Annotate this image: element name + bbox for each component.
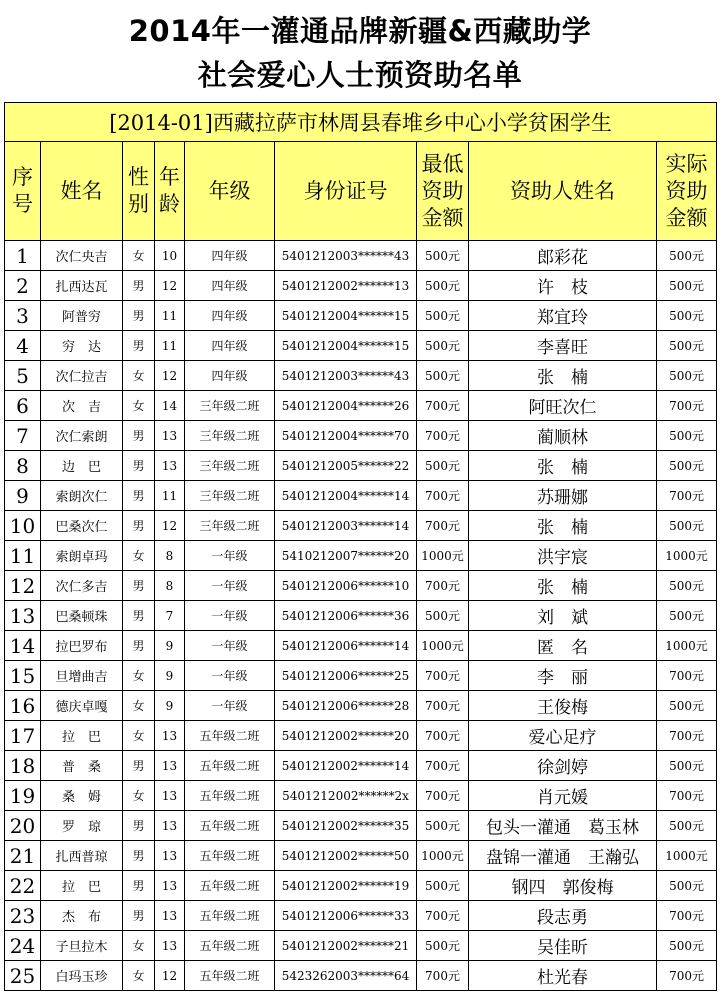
student-name-cell: 德庆卓嘎 — [41, 691, 123, 721]
row-no-cell: 14 — [5, 631, 41, 661]
gender-cell: 女 — [123, 391, 155, 421]
gender-cell: 男 — [123, 451, 155, 481]
grade-cell: 四年级 — [185, 241, 275, 271]
gender-cell: 女 — [123, 781, 155, 811]
student-name-cell: 扎西达瓦 — [41, 271, 123, 301]
sponsor-name-cell: 杜光春 — [469, 961, 657, 991]
gender-cell: 女 — [123, 721, 155, 751]
gender-cell: 男 — [123, 271, 155, 301]
actual-amount-cell: 1000元 — [657, 541, 717, 571]
sponsorship-table — [4, 102, 717, 991]
sponsor-name-cell: 匿 名 — [469, 631, 657, 661]
grade-cell: 一年级 — [185, 571, 275, 601]
age-cell: 7 — [155, 601, 185, 631]
id-number-cell: 5401212006******36 — [275, 601, 417, 631]
row-no-cell: 6 — [5, 391, 41, 421]
age-cell: 13 — [155, 781, 185, 811]
table-row — [5, 631, 717, 661]
actual-amount-cell: 700元 — [657, 721, 717, 751]
gender-cell: 男 — [123, 601, 155, 631]
age-cell: 13 — [155, 811, 185, 841]
min-amount-cell: 500元 — [417, 931, 469, 961]
id-number-cell: 5401212002******20 — [275, 721, 417, 751]
id-number-cell: 5401212004******70 — [275, 421, 417, 451]
row-no-cell: 15 — [5, 661, 41, 691]
header-actual-amount: 实际资助金额 — [657, 142, 717, 241]
table-row — [5, 451, 717, 481]
table-row — [5, 811, 717, 841]
gender-cell: 男 — [123, 871, 155, 901]
student-name-cell: 边 巴 — [41, 451, 123, 481]
actual-amount-cell: 500元 — [657, 691, 717, 721]
row-no-cell: 18 — [5, 751, 41, 781]
row-no-cell: 22 — [5, 871, 41, 901]
student-name-cell: 次仁央吉 — [41, 241, 123, 271]
actual-amount-cell: 500元 — [657, 811, 717, 841]
sponsor-name-cell: 段志勇 — [469, 901, 657, 931]
id-number-cell: 5401212004******14 — [275, 481, 417, 511]
age-cell: 13 — [155, 451, 185, 481]
actual-amount-cell: 500元 — [657, 751, 717, 781]
student-name-cell: 拉 巴 — [41, 721, 123, 751]
min-amount-cell: 1000元 — [417, 541, 469, 571]
grade-cell: 五年级二班 — [185, 901, 275, 931]
gender-cell: 男 — [123, 481, 155, 511]
age-cell: 13 — [155, 841, 185, 871]
actual-amount-cell: 1000元 — [657, 841, 717, 871]
id-number-cell: 5401212004******15 — [275, 301, 417, 331]
student-name-cell: 穷 达 — [41, 331, 123, 361]
table-row — [5, 781, 717, 811]
id-number-cell: 5423262003******64 — [275, 961, 417, 991]
header-grade: 年级 — [185, 142, 275, 241]
id-number-cell: 5401212002******13 — [275, 271, 417, 301]
row-no-cell: 20 — [5, 811, 41, 841]
id-number-cell: 5401212002******35 — [275, 811, 417, 841]
actual-amount-cell: 700元 — [657, 961, 717, 991]
sponsor-name-cell: 张 楠 — [469, 451, 657, 481]
actual-amount-cell: 500元 — [657, 511, 717, 541]
age-cell: 11 — [155, 331, 185, 361]
age-cell: 8 — [155, 541, 185, 571]
actual-amount-cell: 500元 — [657, 871, 717, 901]
age-cell: 9 — [155, 631, 185, 661]
id-number-cell: 5401212002******21 — [275, 931, 417, 961]
min-amount-cell: 500元 — [417, 451, 469, 481]
min-amount-cell: 500元 — [417, 871, 469, 901]
row-no-cell: 23 — [5, 901, 41, 931]
min-amount-cell: 700元 — [417, 751, 469, 781]
sponsor-name-cell: 盘锦一灌通 王瀚弘 — [469, 841, 657, 871]
age-cell: 11 — [155, 301, 185, 331]
student-name-cell: 次 吉 — [41, 391, 123, 421]
actual-amount-cell: 700元 — [657, 781, 717, 811]
grade-cell: 五年级二班 — [185, 961, 275, 991]
actual-amount-cell: 500元 — [657, 331, 717, 361]
table-row — [5, 841, 717, 871]
age-cell: 9 — [155, 691, 185, 721]
min-amount-cell: 700元 — [417, 781, 469, 811]
age-cell: 14 — [155, 391, 185, 421]
table-row — [5, 901, 717, 931]
min-amount-cell: 500元 — [417, 301, 469, 331]
table-row — [5, 511, 717, 541]
row-no-cell: 13 — [5, 601, 41, 631]
actual-amount-cell: 500元 — [657, 361, 717, 391]
min-amount-cell: 700元 — [417, 691, 469, 721]
table-row — [5, 301, 717, 331]
gender-cell: 男 — [123, 841, 155, 871]
row-no-cell: 21 — [5, 841, 41, 871]
min-amount-cell: 700元 — [417, 571, 469, 601]
sponsor-name-cell: 张 楠 — [469, 361, 657, 391]
table-row — [5, 331, 717, 361]
actual-amount-cell: 1000元 — [657, 631, 717, 661]
grade-cell: 一年级 — [185, 631, 275, 661]
actual-amount-cell: 500元 — [657, 421, 717, 451]
grade-cell: 五年级二班 — [185, 751, 275, 781]
row-no-cell: 16 — [5, 691, 41, 721]
student-name-cell: 次仁拉吉 — [41, 361, 123, 391]
min-amount-cell: 700元 — [417, 511, 469, 541]
table-row — [5, 931, 717, 961]
id-number-cell: 5401212006******33 — [275, 901, 417, 931]
age-cell: 12 — [155, 271, 185, 301]
gender-cell: 男 — [123, 811, 155, 841]
row-no-cell: 24 — [5, 931, 41, 961]
grade-cell: 五年级二班 — [185, 811, 275, 841]
actual-amount-cell: 700元 — [657, 481, 717, 511]
header-min-amount: 最低资助金额 — [417, 142, 469, 241]
row-no-cell: 1 — [5, 241, 41, 271]
min-amount-cell: 500元 — [417, 331, 469, 361]
age-cell: 10 — [155, 241, 185, 271]
gender-cell: 女 — [123, 691, 155, 721]
id-number-cell: 5401212003******43 — [275, 361, 417, 391]
min-amount-cell: 500元 — [417, 811, 469, 841]
age-cell: 8 — [155, 571, 185, 601]
header-sponsor: 资助人姓名 — [469, 142, 657, 241]
row-no-cell: 19 — [5, 781, 41, 811]
age-cell: 12 — [155, 961, 185, 991]
sponsor-name-cell: 吴佳昕 — [469, 931, 657, 961]
table-row — [5, 721, 717, 751]
sponsor-name-cell: 张 楠 — [469, 511, 657, 541]
grade-cell: 五年级二班 — [185, 931, 275, 961]
student-name-cell: 拉巴罗布 — [41, 631, 123, 661]
sponsor-name-cell: 郎彩花 — [469, 241, 657, 271]
grade-cell: 四年级 — [185, 301, 275, 331]
age-cell: 13 — [155, 931, 185, 961]
student-name-cell: 阿普穷 — [41, 301, 123, 331]
row-no-cell: 17 — [5, 721, 41, 751]
header-id: 身份证号 — [275, 142, 417, 241]
sponsor-name-cell: 钢四 郭俊梅 — [469, 871, 657, 901]
grade-cell: 四年级 — [185, 271, 275, 301]
age-cell: 13 — [155, 721, 185, 751]
min-amount-cell: 1000元 — [417, 631, 469, 661]
table-row — [5, 421, 717, 451]
row-no-cell: 10 — [5, 511, 41, 541]
gender-cell: 男 — [123, 631, 155, 661]
sponsor-name-cell: 徐剑婷 — [469, 751, 657, 781]
table-row — [5, 691, 717, 721]
row-no-cell: 3 — [5, 301, 41, 331]
id-number-cell: 5401212006******25 — [275, 661, 417, 691]
id-number-cell: 5401212006******10 — [275, 571, 417, 601]
grade-cell: 三年级二班 — [185, 421, 275, 451]
min-amount-cell: 1000元 — [417, 841, 469, 871]
table-row — [5, 361, 717, 391]
grade-cell: 一年级 — [185, 541, 275, 571]
gender-cell: 男 — [123, 331, 155, 361]
id-number-cell: 5401212006******14 — [275, 631, 417, 661]
grade-cell: 四年级 — [185, 361, 275, 391]
id-number-cell: 5410212007******20 — [275, 541, 417, 571]
gender-cell: 男 — [123, 511, 155, 541]
student-name-cell: 次仁索朗 — [41, 421, 123, 451]
table-row — [5, 481, 717, 511]
sponsor-name-cell: 蔺顺林 — [469, 421, 657, 451]
grade-cell: 三年级二班 — [185, 451, 275, 481]
student-name-cell: 拉 巴 — [41, 871, 123, 901]
min-amount-cell: 700元 — [417, 481, 469, 511]
id-number-cell: 5401212004******26 — [275, 391, 417, 421]
table-row — [5, 601, 717, 631]
id-number-cell: 5401212002******2x — [275, 781, 417, 811]
student-name-cell: 子旦拉木 — [41, 931, 123, 961]
min-amount-cell: 700元 — [417, 901, 469, 931]
sponsor-name-cell: 洪宇宸 — [469, 541, 657, 571]
gender-cell: 男 — [123, 901, 155, 931]
min-amount-cell: 700元 — [417, 721, 469, 751]
min-amount-cell: 500元 — [417, 601, 469, 631]
age-cell: 13 — [155, 421, 185, 451]
gender-cell: 男 — [123, 751, 155, 781]
gender-cell: 女 — [123, 661, 155, 691]
grade-cell: 五年级二班 — [185, 871, 275, 901]
actual-amount-cell: 500元 — [657, 601, 717, 631]
age-cell: 12 — [155, 511, 185, 541]
student-name-cell: 次仁多吉 — [41, 571, 123, 601]
student-name-cell: 白玛玉珍 — [41, 961, 123, 991]
sponsor-name-cell: 阿旺次仁 — [469, 391, 657, 421]
row-no-cell: 9 — [5, 481, 41, 511]
table-row — [5, 871, 717, 901]
table-row — [5, 391, 717, 421]
gender-cell: 男 — [123, 301, 155, 331]
gender-cell: 女 — [123, 541, 155, 571]
id-number-cell: 5401212004******15 — [275, 331, 417, 361]
actual-amount-cell: 500元 — [657, 931, 717, 961]
grade-cell: 五年级二班 — [185, 781, 275, 811]
row-no-cell: 12 — [5, 571, 41, 601]
student-name-cell: 扎西普琼 — [41, 841, 123, 871]
table-row — [5, 961, 717, 991]
grade-cell: 一年级 — [185, 691, 275, 721]
sponsor-name-cell: 包头一灌通 葛玉林 — [469, 811, 657, 841]
sponsor-name-cell: 张 楠 — [469, 571, 657, 601]
row-no-cell: 11 — [5, 541, 41, 571]
id-number-cell: 5401212003******14 — [275, 511, 417, 541]
row-no-cell: 8 — [5, 451, 41, 481]
age-cell: 13 — [155, 901, 185, 931]
age-cell: 13 — [155, 871, 185, 901]
min-amount-cell: 700元 — [417, 961, 469, 991]
sponsor-name-cell: 苏珊娜 — [469, 481, 657, 511]
table-row — [5, 241, 717, 271]
min-amount-cell: 500元 — [417, 241, 469, 271]
grade-cell: 四年级 — [185, 331, 275, 361]
page-title: 2014年一灌通品牌新疆&西藏助学 — [128, 14, 592, 48]
gender-cell: 女 — [123, 931, 155, 961]
student-name-cell: 旦增曲吉 — [41, 661, 123, 691]
sponsor-name-cell: 许 枝 — [469, 271, 657, 301]
sponsor-name-cell: 王俊梅 — [469, 691, 657, 721]
row-no-cell: 7 — [5, 421, 41, 451]
sponsor-name-cell: 刘 斌 — [469, 601, 657, 631]
student-name-cell: 索朗次仁 — [41, 481, 123, 511]
sponsor-name-cell: 爱心足疗 — [469, 721, 657, 751]
header-age: 年龄 — [155, 142, 185, 241]
student-name-cell: 杰 布 — [41, 901, 123, 931]
page-subtitle: 社会爱心人士预资助名单 — [197, 58, 523, 92]
table-row — [5, 751, 717, 781]
grade-cell: 一年级 — [185, 661, 275, 691]
min-amount-cell: 700元 — [417, 661, 469, 691]
gender-cell: 男 — [123, 421, 155, 451]
table-row — [5, 541, 717, 571]
grade-cell: 一年级 — [185, 601, 275, 631]
gender-cell: 男 — [123, 571, 155, 601]
student-name-cell: 罗 琼 — [41, 811, 123, 841]
student-name-cell: 索朗卓玛 — [41, 541, 123, 571]
grade-cell: 三年级二班 — [185, 481, 275, 511]
actual-amount-cell: 700元 — [657, 661, 717, 691]
table-row — [5, 271, 717, 301]
row-no-cell: 2 — [5, 271, 41, 301]
min-amount-cell: 500元 — [417, 271, 469, 301]
id-number-cell: 5401212005******22 — [275, 451, 417, 481]
age-cell: 13 — [155, 751, 185, 781]
age-cell: 9 — [155, 661, 185, 691]
sponsor-name-cell: 郑宜玲 — [469, 301, 657, 331]
sponsor-name-cell: 李喜旺 — [469, 331, 657, 361]
grade-cell: 三年级二班 — [185, 391, 275, 421]
grade-cell: 五年级二班 — [185, 721, 275, 751]
sponsor-name-cell: 李 丽 — [469, 661, 657, 691]
sponsor-name-cell: 肖元媛 — [469, 781, 657, 811]
student-name-cell: 巴桑次仁 — [41, 511, 123, 541]
row-no-cell: 5 — [5, 361, 41, 391]
header-gender: 性别 — [123, 142, 155, 241]
actual-amount-cell: 500元 — [657, 301, 717, 331]
actual-amount-cell: 500元 — [657, 271, 717, 301]
id-number-cell: 5401212002******50 — [275, 841, 417, 871]
row-no-cell: 25 — [5, 961, 41, 991]
age-cell: 11 — [155, 481, 185, 511]
min-amount-cell: 700元 — [417, 391, 469, 421]
row-no-cell: 4 — [5, 331, 41, 361]
gender-cell: 女 — [123, 361, 155, 391]
actual-amount-cell: 500元 — [657, 571, 717, 601]
actual-amount-cell: 700元 — [657, 391, 717, 421]
gender-cell: 女 — [123, 241, 155, 271]
actual-amount-cell: 500元 — [657, 451, 717, 481]
id-number-cell: 5401212003******43 — [275, 241, 417, 271]
gender-cell: 女 — [123, 961, 155, 991]
min-amount-cell: 700元 — [417, 421, 469, 451]
actual-amount-cell: 700元 — [657, 901, 717, 931]
student-name-cell: 巴桑顿珠 — [41, 601, 123, 631]
id-number-cell: 5401212006******28 — [275, 691, 417, 721]
grade-cell: 三年级二班 — [185, 511, 275, 541]
school-subtitle: [2014-01]西藏拉萨市林周县春堆乡中心小学贫困学生 — [5, 103, 717, 142]
header-name: 姓名 — [41, 142, 123, 241]
min-amount-cell: 500元 — [417, 361, 469, 391]
grade-cell: 五年级二班 — [185, 841, 275, 871]
id-number-cell: 5401212002******19 — [275, 871, 417, 901]
student-name-cell: 桑 姆 — [41, 781, 123, 811]
table-row — [5, 661, 717, 691]
actual-amount-cell: 500元 — [657, 241, 717, 271]
id-number-cell: 5401212002******14 — [275, 751, 417, 781]
age-cell: 12 — [155, 361, 185, 391]
header-no: 序号 — [5, 142, 41, 241]
table-row — [5, 571, 717, 601]
student-name-cell: 普 桑 — [41, 751, 123, 781]
